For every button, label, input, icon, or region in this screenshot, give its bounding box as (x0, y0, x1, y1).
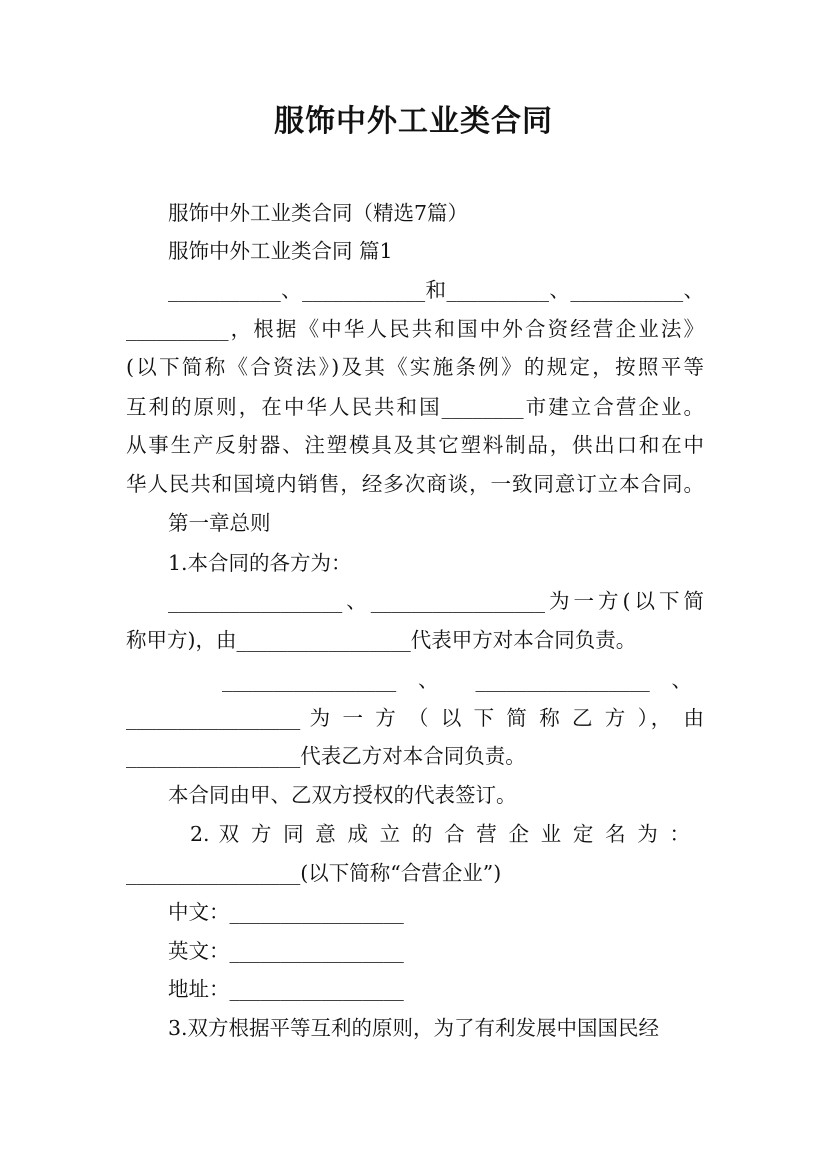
clause-line: _________________ 、 _________________ 、 (222, 668, 692, 692)
clause-line: _________________(以下简称“合营企业”) (126, 861, 502, 885)
clause-line: 称甲方)，由_________________代表甲方对本合同负责。 (126, 628, 637, 652)
clause-line: 本合同由甲、乙双方授权的代表签订。 (168, 783, 517, 807)
paragraph-line: ___________、____________和__________、___________、 (168, 278, 704, 302)
clause-line: _________________、_________________为一方(以下简 (168, 589, 704, 613)
clause-line: 1.本合同的各方为： (168, 551, 352, 575)
paragraph-line: (以下简称《合资法》)及其《实施条例》的规定，按照平等 (126, 355, 704, 379)
section-heading: 服饰中外工业类合同 篇1 (168, 239, 393, 263)
clause-line: _________________代表乙方对本合同负责。 (126, 744, 526, 768)
paragraph-line: 华人民共和国境内销售，经多次商谈，一致同意订立本合同。 (126, 472, 704, 496)
clause-line: 3.双方根据平等互利的原则，为了有利发展中国国民经 (168, 1016, 660, 1040)
paragraph-line: __________，根据《中华人民共和国中外合资经营企业法》 (126, 317, 704, 341)
paragraph-line: 从事生产反射器、注塑模具及其它塑料制品，供出口和在中 (126, 433, 704, 457)
address-field: 地址：_________________ (168, 977, 404, 1001)
document-title: 服饰中外工业类合同 (274, 104, 553, 139)
paragraph-line: 互利的原则，在中华人民共和国________市建立合营企业。 (126, 395, 704, 419)
chinese-name-field: 中文：_________________ (168, 900, 404, 924)
subtitle-line: 服饰中外工业类合同（精选7篇） (168, 201, 469, 225)
clause-line: 2. 双 方 同 意 成 立 的 合 营 企 业 定 名 为 ： (190, 822, 690, 846)
clause-line: _________________ 为 一 方 （ 以 下 简 称 乙 方 ）， 由 (126, 706, 704, 730)
chapter-heading: 第一章总则 (168, 511, 271, 535)
english-name-field: 英文：_________________ (168, 939, 404, 963)
